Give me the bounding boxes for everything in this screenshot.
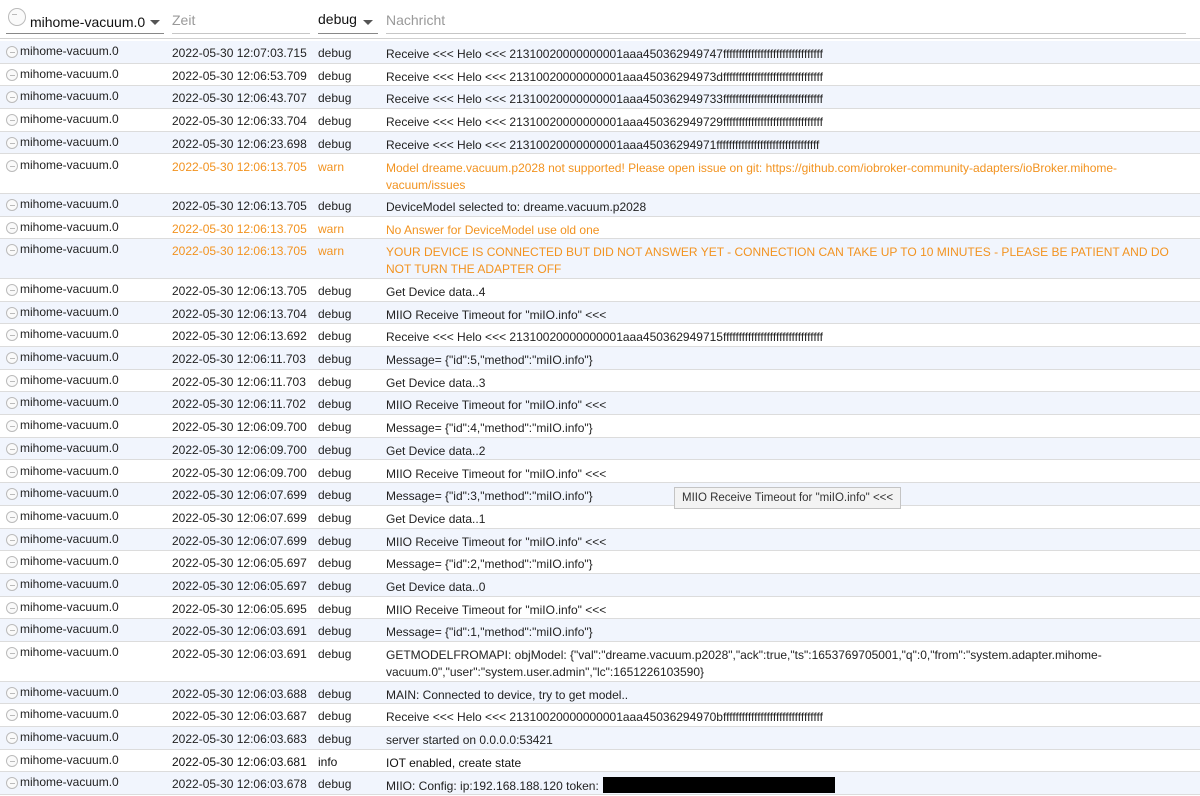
log-message: Message= {"id":4,"method":"miIO.info"} xyxy=(386,421,593,436)
log-severity: debug xyxy=(318,91,352,106)
adapter-icon xyxy=(6,647,18,659)
log-row xyxy=(0,217,1200,240)
log-time: 2022-05-30 12:06:23.698 xyxy=(172,136,307,151)
log-message: Message= {"id":5,"method":"miIO.info"} xyxy=(386,353,593,367)
log-message: server started on 0.0.0.0:53421 xyxy=(386,733,553,747)
log-message: Get Device data..2 xyxy=(386,443,486,458)
log-severity: debug xyxy=(318,283,352,298)
log-row xyxy=(0,155,1200,195)
log-severity: debug xyxy=(318,686,352,701)
log-time: 2022-05-30 12:06:11.703 xyxy=(172,352,306,366)
log-source: mihome-vacuum.0 xyxy=(20,707,119,722)
log-time: 2022-05-30 12:06:13.705 xyxy=(172,244,307,259)
log-time: 2022-05-30 12:06:03.681 xyxy=(172,754,307,769)
adapter-icon xyxy=(6,329,18,341)
adapter-icon xyxy=(6,466,18,478)
log-time: 2022-05-30 12:06:43.707 xyxy=(172,91,307,106)
log-row xyxy=(0,682,1200,705)
log-message: Message= {"id":2,"method":"miIO.info"} xyxy=(386,557,593,572)
log-severity: debug xyxy=(318,199,352,213)
adapter-icon xyxy=(6,687,18,699)
log-severity: debug xyxy=(318,624,352,639)
log-message: Receive <<< Helo <<< 21310020000000001aaa450362949733ffffffffffffffffffffffffffffffff xyxy=(386,92,823,107)
log-row xyxy=(0,239,1200,279)
log-time: 2022-05-30 12:06:07.699 xyxy=(172,533,307,548)
chevron-down-icon xyxy=(150,20,160,25)
log-row xyxy=(0,347,1200,370)
adapter-icon xyxy=(6,199,18,211)
log-source: mihome-vacuum.0 xyxy=(20,44,119,58)
log-severity: debug xyxy=(318,420,352,435)
log-row xyxy=(0,109,1200,132)
severity-filter-value: debug xyxy=(318,11,357,27)
adapter-icon xyxy=(6,602,18,614)
log-source: mihome-vacuum.0 xyxy=(20,684,119,699)
log-message: Receive <<< Helo <<< 21310020000000001aaa450362949747ffffffffffffffffffffffffffffffff xyxy=(386,47,823,61)
log-time: 2022-05-30 12:06:03.687 xyxy=(172,709,307,724)
adapter-icon xyxy=(6,307,18,319)
log-source: mihome-vacuum.0 xyxy=(20,730,119,744)
adapter-icon xyxy=(6,556,18,568)
log-severity: debug xyxy=(318,465,352,480)
log-time: 2022-05-30 12:06:13.705 xyxy=(172,221,307,236)
log-message: YOUR DEVICE IS CONNECTED BUT DID NOT ANSWER YET - CONNECTION CAN TAKE UP TO 10 MINUTES - PLEASE BE PATIENT AND DO NOT TURN THE ADAPTER OFF xyxy=(386,245,1169,277)
log-message: Model dreame.vacuum.p2028 not supported! Please open issue on git: https://github.com/iobroker-community-adapters/ioBroker.mihome-vacuum/issues xyxy=(386,160,1118,192)
log-source: mihome-vacuum.0 xyxy=(20,66,119,81)
log-source: mihome-vacuum.0 xyxy=(20,242,119,257)
severity-filter-select[interactable] xyxy=(318,6,378,34)
log-source: mihome-vacuum.0 xyxy=(20,112,119,127)
log-row xyxy=(0,642,1200,682)
log-time: 2022-05-30 12:06:11.703 xyxy=(172,374,306,389)
log-source: mihome-vacuum.0 xyxy=(20,219,119,234)
log-time: 2022-05-30 12:06:13.692 xyxy=(172,329,307,344)
log-severity: debug xyxy=(318,556,352,571)
log-source: mihome-vacuum.0 xyxy=(20,372,119,387)
log-time: 2022-05-30 12:06:03.691 xyxy=(172,647,307,662)
log-message: Get Device data..1 xyxy=(386,511,486,526)
adapter-icon xyxy=(6,222,18,234)
adapter-icon xyxy=(6,732,18,744)
log-source: mihome-vacuum.0 xyxy=(20,304,119,319)
log-time: 2022-05-30 12:06:33.704 xyxy=(172,114,307,129)
log-severity: warn xyxy=(318,159,345,174)
log-row xyxy=(0,597,1200,620)
log-row xyxy=(0,132,1200,155)
log-source: mihome-vacuum.0 xyxy=(20,752,119,767)
log-time: 2022-05-30 12:06:05.697 xyxy=(172,556,307,571)
log-source: mihome-vacuum.0 xyxy=(20,554,119,569)
adapter-icon xyxy=(6,284,18,296)
log-message: MIIO Receive Timeout for "miIO.info" <<< xyxy=(386,466,607,481)
log-row xyxy=(0,370,1200,393)
source-filter-value: mihome-vacuum.0 xyxy=(30,14,146,30)
log-severity: info xyxy=(318,754,338,769)
log-header xyxy=(0,0,1200,38)
log-message: Receive <<< Helo <<< 21310020000000001aaa45036294971fffffffffffffffffffffffffffffffff xyxy=(386,137,820,152)
log-source: mihome-vacuum.0 xyxy=(20,418,119,433)
log-row xyxy=(0,392,1200,415)
source-filter-select[interactable] xyxy=(6,6,164,34)
log-message: MIIO: Config: ip:192.168.188.120 token: xyxy=(386,777,1186,795)
log-time: 2022-05-30 12:06:03.678 xyxy=(172,777,307,792)
log-severity: debug xyxy=(318,709,352,724)
log-time: 2022-05-30 12:06:13.705 xyxy=(172,159,307,174)
adapter-icon xyxy=(8,8,26,26)
message-filter-placeholder: Nachricht xyxy=(386,12,446,28)
log-severity: debug xyxy=(318,488,352,503)
adapter-icon xyxy=(6,488,18,500)
log-time: 2022-05-30 12:06:07.699 xyxy=(172,488,307,503)
log-row xyxy=(0,324,1200,347)
log-time: 2022-05-30 12:06:03.688 xyxy=(172,686,307,701)
log-row xyxy=(0,64,1200,87)
log-row xyxy=(0,279,1200,302)
log-source: mihome-vacuum.0 xyxy=(20,622,119,637)
log-time: 2022-05-30 12:06:13.705 xyxy=(172,283,307,298)
adapter-icon xyxy=(6,397,18,409)
log-row xyxy=(0,415,1200,438)
time-filter-placeholder: Zeit xyxy=(172,12,196,28)
log-row xyxy=(0,302,1200,325)
log-source: mihome-vacuum.0 xyxy=(20,327,119,342)
log-time: 2022-05-30 12:06:13.705 xyxy=(172,199,307,213)
log-severity: debug xyxy=(318,136,352,151)
log-message: Receive <<< Helo <<< 21310020000000001aaa45036294970bffffffffffffffffffffffffffffffff xyxy=(386,710,823,725)
time-filter-input[interactable] xyxy=(172,6,310,34)
log-message: MIIO Receive Timeout for "miIO.info" <<< xyxy=(386,398,607,413)
adapter-icon xyxy=(6,534,18,546)
log-row xyxy=(0,483,1200,506)
adapter-icon xyxy=(6,352,18,364)
log-message: Receive <<< Helo <<< 21310020000000001aaa450362949729ffffffffffffffffffffffffffffffff xyxy=(386,115,823,130)
log-message: Get Device data..3 xyxy=(386,375,486,390)
log-source: mihome-vacuum.0 xyxy=(20,281,119,296)
adapter-icon xyxy=(6,755,18,767)
log-time: 2022-05-30 12:06:11.702 xyxy=(172,397,306,412)
adapter-icon xyxy=(6,709,18,721)
log-message: MIIO Receive Timeout for "miIO.info" <<< xyxy=(386,534,607,549)
log-message: Message= {"id":3,"method":"miIO.info"} xyxy=(386,489,593,504)
log-message: Get Device data..0 xyxy=(386,580,486,594)
log-time: 2022-05-30 12:06:13.704 xyxy=(172,306,307,321)
adapter-icon xyxy=(6,443,18,455)
log-source: mihome-vacuum.0 xyxy=(20,577,119,591)
header-divider xyxy=(0,38,1200,39)
log-source: mihome-vacuum.0 xyxy=(20,531,119,546)
adapter-icon xyxy=(6,511,18,523)
log-severity: debug xyxy=(318,46,352,60)
adapter-icon xyxy=(6,91,18,103)
log-row xyxy=(0,727,1200,750)
log-severity: debug xyxy=(318,374,352,389)
log-severity: debug xyxy=(318,732,352,746)
tooltip: MIIO Receive Timeout for "miIO.info" <<< xyxy=(674,487,901,509)
log-row xyxy=(0,194,1200,217)
log-row xyxy=(0,461,1200,484)
adapter-icon xyxy=(6,244,18,256)
log-message: MIIO Receive Timeout for "miIO.info" <<< xyxy=(386,307,607,322)
log-source: mihome-vacuum.0 xyxy=(20,508,119,523)
log-message: GETMODELFROMAPI: objModel: {"val":"dreame.vacuum.p2028","ack":true,"ts":1653769705001,"q":0,"from":"system.adapter.mihome-vacuum.0","user":"system.user.admin","lc":1651226103590} xyxy=(386,648,1102,680)
log-source: mihome-vacuum.0 xyxy=(20,775,119,790)
log-source: mihome-vacuum.0 xyxy=(20,395,119,410)
redacted-token xyxy=(603,777,835,793)
log-time: 2022-05-30 12:06:05.697 xyxy=(172,579,307,593)
log-source: mihome-vacuum.0 xyxy=(20,645,119,660)
log-message: IOT enabled, create state xyxy=(386,755,522,770)
log-time: 2022-05-30 12:06:03.683 xyxy=(172,732,307,746)
log-severity: warn xyxy=(318,221,345,236)
log-severity: debug xyxy=(318,68,352,83)
log-time: 2022-05-30 12:07:03.715 xyxy=(172,46,307,60)
log-source: mihome-vacuum.0 xyxy=(20,440,119,455)
adapter-icon xyxy=(6,160,18,172)
adapter-icon xyxy=(6,114,18,126)
log-time: 2022-05-30 12:06:09.700 xyxy=(172,442,307,457)
log-severity: debug xyxy=(318,510,352,525)
log-severity: debug xyxy=(318,306,352,321)
log-row xyxy=(0,619,1200,642)
adapter-icon xyxy=(6,375,18,387)
log-row xyxy=(0,772,1200,795)
log-row xyxy=(0,704,1200,727)
log-source: mihome-vacuum.0 xyxy=(20,157,119,172)
log-message: No Answer for DeviceModel use old one xyxy=(386,222,600,237)
log-severity: debug xyxy=(318,601,352,616)
log-severity: debug xyxy=(318,533,352,548)
log-row xyxy=(0,86,1200,109)
log-message: Receive <<< Helo <<< 21310020000000001aaa450362949715ffffffffffffffffffffffffffffffff xyxy=(386,330,823,345)
log-time: 2022-05-30 12:06:09.700 xyxy=(172,465,307,480)
log-severity: debug xyxy=(318,442,352,457)
log-severity: warn xyxy=(318,244,345,259)
message-filter-input[interactable] xyxy=(386,6,1186,34)
log-time: 2022-05-30 12:06:53.709 xyxy=(172,68,307,83)
log-time: 2022-05-30 12:06:09.700 xyxy=(172,420,307,435)
log-severity: debug xyxy=(318,579,352,593)
log-message: MIIO Receive Timeout for "miIO.info" <<< xyxy=(386,602,607,617)
adapter-icon xyxy=(6,69,18,81)
log-source: mihome-vacuum.0 xyxy=(20,134,119,149)
log-message: Receive <<< Helo <<< 21310020000000001aaa45036294973dffffffffffffffffffffffffffffffff xyxy=(386,69,823,84)
log-time: 2022-05-30 12:06:05.695 xyxy=(172,601,307,616)
log-severity: debug xyxy=(318,329,352,344)
log-severity: debug xyxy=(318,777,352,792)
log-source: mihome-vacuum.0 xyxy=(20,599,119,614)
log-severity: debug xyxy=(318,647,352,662)
log-message: MAIN: Connected to device, try to get model.. xyxy=(386,687,629,702)
log-row xyxy=(0,506,1200,529)
log-row xyxy=(0,574,1200,597)
adapter-icon xyxy=(6,777,18,789)
chevron-down-icon xyxy=(363,20,373,25)
log-severity: debug xyxy=(318,352,352,366)
log-row xyxy=(0,41,1200,64)
log-source: mihome-vacuum.0 xyxy=(20,89,119,104)
log-severity: debug xyxy=(318,114,352,129)
log-source: mihome-vacuum.0 xyxy=(20,197,119,211)
log-time: 2022-05-30 12:06:03.691 xyxy=(172,624,307,639)
log-source: mihome-vacuum.0 xyxy=(20,486,119,501)
log-message: Get Device data..4 xyxy=(386,284,486,299)
adapter-icon xyxy=(6,420,18,432)
adapter-icon xyxy=(6,46,18,58)
log-time: 2022-05-30 12:06:07.699 xyxy=(172,510,307,525)
log-source: mihome-vacuum.0 xyxy=(20,463,119,478)
log-message: Message= {"id":1,"method":"miIO.info"} xyxy=(386,625,593,640)
log-message: DeviceModel selected to: dreame.vacuum.p2028 xyxy=(386,200,647,214)
log-row xyxy=(0,438,1200,461)
log-row xyxy=(0,551,1200,574)
adapter-icon xyxy=(6,579,18,591)
log-row xyxy=(0,750,1200,773)
log-row xyxy=(0,529,1200,552)
adapter-icon xyxy=(6,624,18,636)
log-severity: debug xyxy=(318,397,352,412)
log-source: mihome-vacuum.0 xyxy=(20,350,119,364)
adapter-icon xyxy=(6,137,18,149)
